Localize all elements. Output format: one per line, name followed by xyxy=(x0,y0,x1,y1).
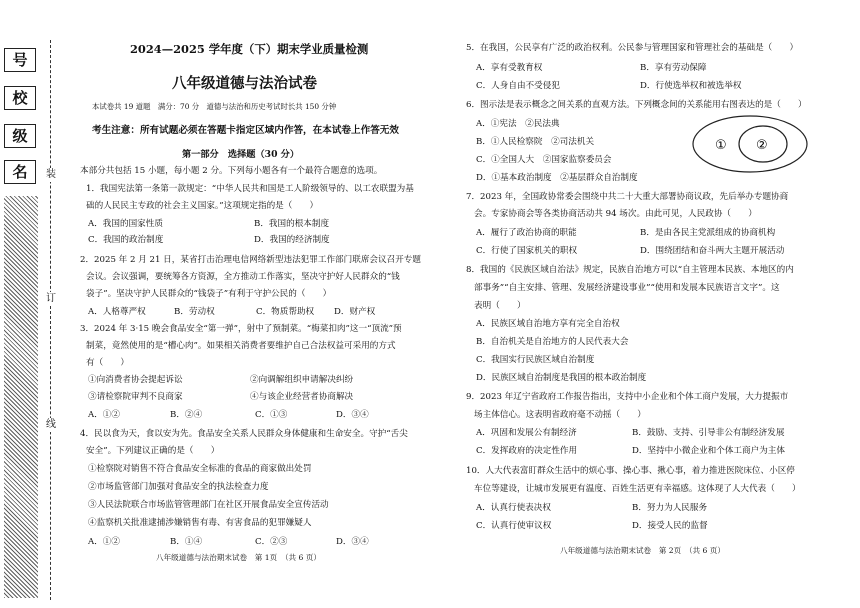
q3-option-a: A．①② xyxy=(88,410,120,420)
mark-bind: 装 xyxy=(43,168,59,182)
q4-option-d: D．③④ xyxy=(336,537,369,547)
hatched-binding-area xyxy=(4,196,38,598)
mark-line: 线 xyxy=(43,418,59,432)
strip-label-name: 名 xyxy=(4,160,36,184)
q3-option-c: C．①③ xyxy=(255,410,288,420)
section-note: 本部分共包括 15 小题，每小题 2 分。下列每小题各有一个最符合题意的选项。 xyxy=(80,166,383,176)
q8-stem-3: 表明（ ） xyxy=(474,301,526,311)
q10-stem-2: 车位等建设，让城市发展更有温度、百姓生活更有幸福感。这体现了人大代表（ ） xyxy=(474,484,801,494)
q7-option-a: A．履行了政治协商的职能 xyxy=(476,228,577,238)
q3-item-2: ②向调解组织申请解决纠纷 xyxy=(250,375,354,385)
q9-option-b: B．鼓励、支持、引导非公有制经济发展 xyxy=(632,428,785,438)
q10-option-b: B．努力为人民服务 xyxy=(632,503,708,513)
q3-option-b: B．②④ xyxy=(170,410,203,420)
q9-stem-1: 9．2023 年辽宁省政府工作报告指出，支持中小企业和个体工商户发展，大力提振市 xyxy=(466,392,789,402)
q7-stem-1: 7．2023 年，全国政协常委会围绕中共二十大重大部署协商议政，先后举办专题协商 xyxy=(466,192,789,202)
q2-stem-1: 2．2025 年 2 月 21 日，某省打击治理电信网络新型违法犯罪工作部门联席会议召开专题 xyxy=(80,255,421,265)
q7-option-b: B．是由各民主党派组成的协商机构 xyxy=(640,228,776,238)
q2-option-d: D．财产权 xyxy=(334,307,376,317)
q10-stem-1: 10．人大代表富盯群众生活中的烦心事、操心事、揪心事，着力推进医院床位、小区停 xyxy=(466,466,795,476)
q6-option-c: C．①全国人大 ②国家监察委员会 xyxy=(476,155,612,165)
q5-stem-1: 5．在我国，公民享有广泛的政治权利。公民参与管理国家和管理社会的基础是（ ） xyxy=(466,43,799,53)
q4-stem-2: 安全”。下列建议正确的是（ ） xyxy=(86,446,220,456)
q1-option-c: C．我国的政治制度 xyxy=(88,235,164,245)
q4-item-2: ②市场监管部门加强对食品安全的执法检查力度 xyxy=(88,482,269,492)
q1-option-a: A．我国的国家性质 xyxy=(88,219,163,229)
q2-option-b: B．劳动权 xyxy=(174,307,215,317)
q8-option-a: A．民族区域自治地方享有完全自治权 xyxy=(476,319,620,329)
q1-stem-2: 础的人民民主专政的社会主义国家。”这项规定指的是（ ） xyxy=(86,201,319,211)
q3-stem-2: 制菜，竟然使用的是“槽心肉”。如果相关消费者要维护自己合法权益可采用的方式 xyxy=(86,341,396,351)
q4-item-1: ①检察院对销售不符合食品安全标准的食品的商家做出处罚 xyxy=(88,464,312,474)
q1-option-b: B．我国的根本制度 xyxy=(254,219,330,229)
q7-stem-2: 会。专家协商会等各类协商活动共 94 场次。由此可见，人民政协（ ） xyxy=(474,209,757,219)
q10-option-c: C．认真行使审议权 xyxy=(476,521,552,531)
q8-option-c: C．我国实行民族区域自治制度 xyxy=(476,355,595,365)
exam-info: 本试卷共 19 道题 满分：70 分 道德与法治和历史考试时长共 150 分钟 xyxy=(92,102,337,111)
q6-option-b: B．①人民检察院 ②司法机关 xyxy=(476,137,595,147)
q4-option-b: B．①④ xyxy=(170,537,203,547)
section-heading: 第一部分 选择题（30 分） xyxy=(182,149,300,160)
q6-diagram-label-1: ① xyxy=(715,138,727,153)
q2-stem-3: 袋子”。坚决守护人民群众的“钱袋子”有利于守护公民的（ ） xyxy=(86,289,332,299)
q3-item-4: ④与该企业经营者协商解决 xyxy=(250,392,354,402)
q9-stem-2: 场主体信心。这表明省政府毫不动摇（ ） xyxy=(474,410,646,420)
q9-option-a: A．巩固和发展公有制经济 xyxy=(476,428,577,438)
q3-stem-1: 3．2024 年 3·15 晚会食品安全“第一弹”，射中了预制菜。“梅菜扣肉”这一“顶流”预 xyxy=(80,324,402,334)
q3-option-d: D．③④ xyxy=(336,410,369,420)
q3-item-3: ③请检察院审判不良商家 xyxy=(88,392,183,402)
q4-option-a: A．①② xyxy=(88,537,120,547)
q1-stem-1: 1．我国宪法第一条第一款规定：“中华人民共和国是工人阶级领导的、以工农联盟为基 xyxy=(86,184,414,194)
exam-title-line2: 八年级道德与法治试卷 xyxy=(172,75,317,92)
q8-option-d: D．民族区域自治制度是我国的根本政治制度 xyxy=(476,373,647,383)
q4-item-3: ③人民法院联合市场监管管理部门在社区开展食品安全宣传活动 xyxy=(88,500,329,510)
q3-item-1: ①向消费者协会提起诉讼 xyxy=(88,375,183,385)
q4-item-4: ④监察机关批准逮捕涉嫌销售有毒、有害食品的犯罪嫌疑人 xyxy=(88,518,312,528)
q9-option-c: C．发挥政府的决定性作用 xyxy=(476,446,578,456)
q8-stem-2: 部事务”“自主安排、管理、发展经济建设事业”“使用和发展本民族语言文字”。这 xyxy=(474,283,780,293)
q2-stem-2: 会议。会议强调，要统筹各方资源，全方推动工作落实，坚决守护好人民群众的“钱 xyxy=(86,272,400,282)
q2-option-c: C．物质帮助权 xyxy=(256,307,315,317)
q10-option-a: A．认真行使表决权 xyxy=(476,503,551,513)
q2-option-a: A．人格尊严权 xyxy=(88,307,146,317)
q6-stem-1: 6．图示法是表示概念之间关系的直观方法。下列概念间的关系能用右图表达的是（ ） xyxy=(466,100,807,110)
left-page-footer: 八年级道德与法治期末试卷 第 1页 （共 6 页） xyxy=(156,553,321,562)
q6-option-d: D．①基本政治制度 ②基层群众自治制度 xyxy=(476,173,638,183)
right-page-footer: 八年级道德与法治期末试卷 第 2页 （共 6 页） xyxy=(560,546,725,555)
q3-stem-3: 有（ ） xyxy=(86,358,129,368)
q5-option-b: B．享有劳动保障 xyxy=(640,63,707,73)
q6-venn-diagram xyxy=(690,112,810,178)
exam-title-line1: 2024—2025 学年度（下）期末学业质量检测 xyxy=(130,42,369,56)
q8-stem-1: 8．我国的《民族区域自治法》规定，民族自治地方可以“自主管理本民族、本地区的内 xyxy=(466,265,794,275)
q1-option-d: D．我国的经济制度 xyxy=(254,235,330,245)
q5-option-a: A．享有受教育权 xyxy=(476,63,543,73)
exam-notice: 考生注意：所有试题必须在答题卡指定区域内作答，在本试卷上作答无效 xyxy=(92,125,399,136)
q8-option-b: B．自治机关是自治地方的人民代表大会 xyxy=(476,337,629,347)
q7-option-d: D．围绕团结和奋斗两大主题开展活动 xyxy=(640,246,785,256)
strip-label-class: 级 xyxy=(4,124,36,148)
q5-option-d: D．行使选举权和被选举权 xyxy=(640,81,742,91)
strip-label-school: 校 xyxy=(4,86,36,110)
strip-label-number: 号 xyxy=(4,48,36,72)
q6-option-a: A．①宪法 ②民法典 xyxy=(476,119,560,129)
q10-option-d: D．接受人民的监督 xyxy=(632,521,708,531)
q7-option-c: C．行使了国家机关的职权 xyxy=(476,246,578,256)
q5-option-c: C．人身自由不受侵犯 xyxy=(476,81,560,91)
q6-diagram-label-2: ② xyxy=(756,138,768,153)
binding-dashed-line xyxy=(50,40,51,600)
q4-option-c: C．②③ xyxy=(255,537,288,547)
q4-stem-1: 4．民以食为天，食以安为先。食品安全关系人民群众身体健康和生命安全。守护“舌尖 xyxy=(80,429,408,439)
mark-staple: 订 xyxy=(43,292,59,306)
q9-option-d: D．坚持中小微企业和个体工商户为主体 xyxy=(632,446,785,456)
